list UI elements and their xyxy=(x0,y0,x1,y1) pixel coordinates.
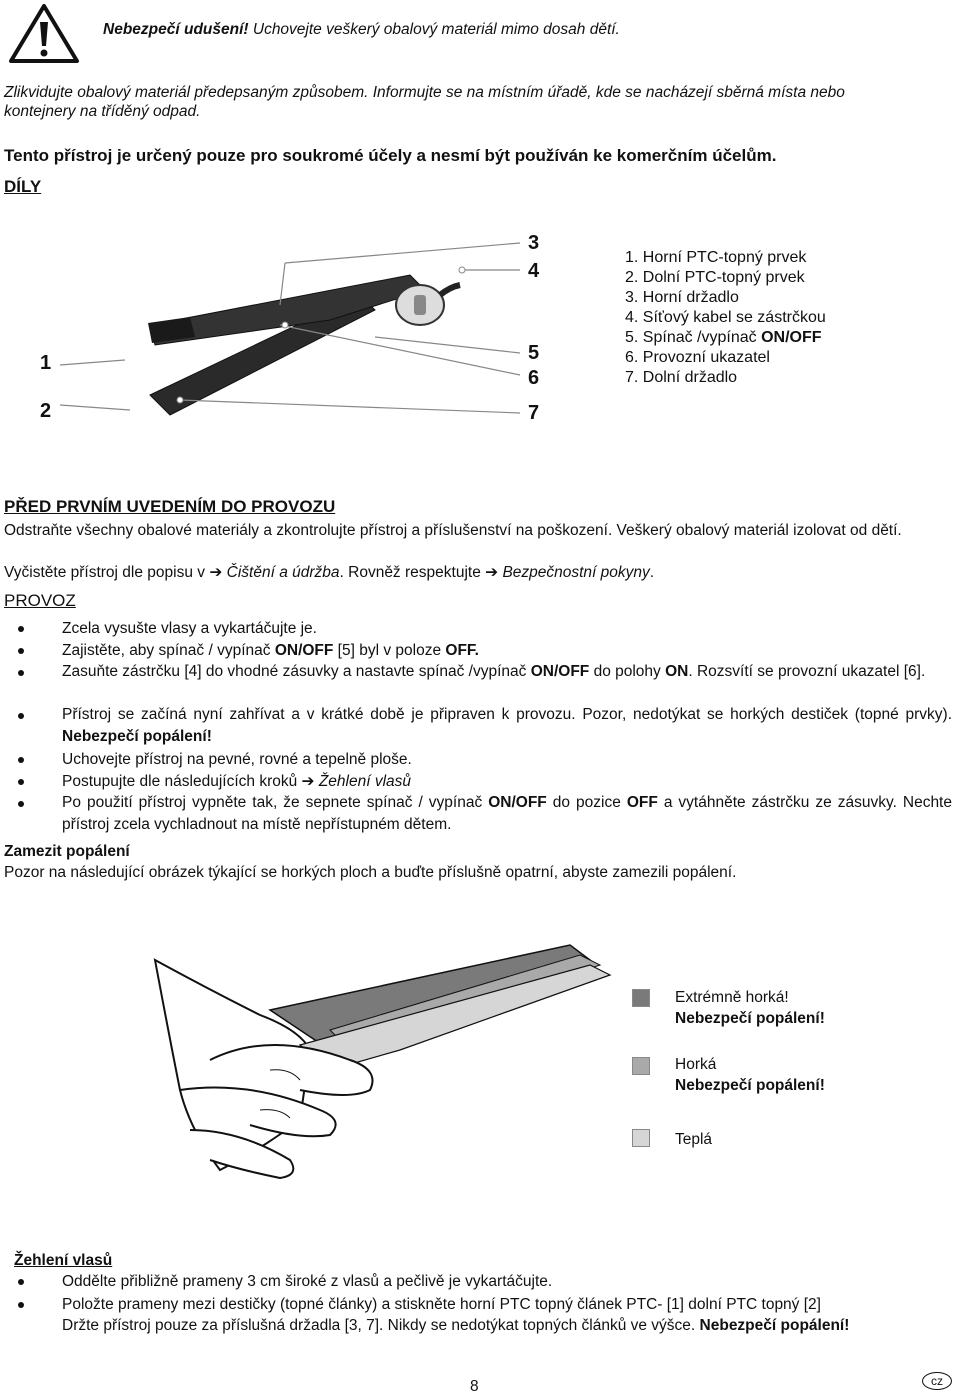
callout-7: 7 xyxy=(528,402,540,424)
legend-swatch-extreme xyxy=(632,989,650,1007)
disposal-line2: kontejnery na tříděný odpad. xyxy=(4,103,201,120)
parts-list xyxy=(625,248,826,388)
burn-text: Pozor na následující obrázek týkající se horkých ploch a buďte příslušně opatrní, abyste zamezili popálení. xyxy=(4,864,737,881)
link-straightening[interactable]: Žehlení vlasů xyxy=(318,773,412,790)
before-use-p1: Odstraňte všechny obalové materiály a zkontrolujte přístroj a příslušenství na poškození. Veškerý obalový materiál izolovat od dětí. xyxy=(4,522,902,539)
before-use-p2: Vyčistěte přístroj dle popisu v ➔ Čištění a údržba. Rovněž respektujte ➔ Bezpečnostní pokyny. xyxy=(4,564,655,581)
operation-step-7: Po použití přístroj vypněte tak, že sepnete spínač / vypínač ON/OFF do pozice OFF a vytáhněte zástrčku ze zásuvky. Nechte přístroj zcela vychladnout na místě nepřístupném dětem. xyxy=(62,794,952,833)
hand-holding-straightener-illustration xyxy=(150,920,620,1210)
bullet-icon xyxy=(18,801,24,807)
legend-item-extreme: Extrémně horká! Nebezpečí popálení! xyxy=(675,989,825,1027)
legend-swatch-hot xyxy=(632,1057,650,1075)
parts-list-item: 6. Provozní ukazatel xyxy=(625,349,770,366)
operation-step-2: Zajistěte, aby spínač / vypínač ON/OFF [5] byl v poloze OFF. xyxy=(62,642,479,659)
bullet-icon xyxy=(18,648,24,654)
bullet-icon xyxy=(18,1279,24,1285)
language-badge: cz xyxy=(922,1372,952,1390)
warning-bold: Nebezpečí udušení! xyxy=(103,21,249,38)
legend-swatch-warm xyxy=(632,1129,650,1147)
parts-list-item: 4. Síťový kabel se zástrčkou xyxy=(625,309,826,326)
operation-heading: PROVOZ xyxy=(4,591,76,610)
straightening-step-2a: Položte prameny mezi destičky (topné články) a stiskněte horní PTC topný článek PTC- [1] dolní PTC topný [2] xyxy=(62,1296,821,1313)
operation-step-6: Postupujte dle následujících kroků ➔ Žehlení vlasů xyxy=(62,773,412,790)
operation-step-4: Přístroj se začíná nyní zahřívat a v krátké době je připraven k provozu. Pozor, nedotýkat se horkých destiček (topné prvky). Nebezpečí popálení! xyxy=(62,706,952,745)
callout-6: 6 xyxy=(528,367,540,389)
bullet-icon xyxy=(18,670,24,676)
operation-step-3: Zasuňte zástrčku [4] do vhodné zásuvky a nastavte spínač /vypínač ON/OFF do polohy ON. Rozsvítí se provozní ukazatel [6]. xyxy=(62,663,926,680)
operation-step-1: Zcela vysušte vlasy a vykartáčujte je. xyxy=(62,620,317,637)
link-cleaning[interactable]: Čištění a údržba xyxy=(226,564,340,581)
bullet-icon xyxy=(18,757,24,763)
bullet-icon xyxy=(18,779,24,785)
parts-list-item: 2. Dolní PTC-topný prvek xyxy=(625,269,805,286)
arrow-icon: ➔ xyxy=(485,564,499,581)
before-use-heading: PŘED PRVNÍM UVEDENÍM DO PROVOZU xyxy=(4,497,336,516)
callout-4: 4 xyxy=(528,260,540,282)
page-number: 8 xyxy=(470,1378,479,1395)
legend-item-hot: Horká Nebezpečí popálení! xyxy=(675,1056,825,1094)
disposal-line1: Zlikvidujte obalový materiál předepsaným způsobem. Informujte se na místním úřadě, kde se nacházejí sběrná místa nebo xyxy=(4,84,845,101)
burn-heading: Zamezit popálení xyxy=(4,843,130,860)
callout-3: 3 xyxy=(528,232,540,254)
arrow-icon: ➔ xyxy=(301,773,315,790)
callout-1: 1 xyxy=(40,352,52,374)
arrow-icon: ➔ xyxy=(209,564,223,581)
operation-step-5: Uchovejte přístroj na pevné, rovné a tepelně ploše. xyxy=(62,751,412,768)
parts-list-item: 1. Horní PTC-topný prvek xyxy=(625,249,807,266)
parts-list-item: 5. Spínač /vypínač ON/OFF xyxy=(625,329,822,346)
bullet-icon xyxy=(18,1302,24,1308)
warning-triangle-icon xyxy=(8,2,80,64)
private-use-notice: Tento přístroj je určený pouze pro soukromé účely a nesmí být používán ke komerčním účelům. xyxy=(4,146,777,165)
legend-item-warm: Teplá xyxy=(675,1131,713,1148)
warning-text xyxy=(103,21,620,39)
straightening-step-1: Oddělte přibližně prameny 3 cm široké z vlasů a pečlivě je vykartáčujte. xyxy=(62,1273,553,1290)
callout-2: 2 xyxy=(40,400,52,422)
parts-list-item: 7. Dolní držadlo xyxy=(625,369,738,386)
bullet-icon xyxy=(18,626,24,632)
straightening-heading: Žehlení vlasů xyxy=(14,1252,113,1269)
link-safety[interactable]: Bezpečnostní pokyny xyxy=(502,564,650,581)
callout-5: 5 xyxy=(528,342,540,364)
parts-heading: DÍLY xyxy=(4,177,42,196)
straightener-illustration xyxy=(30,225,560,455)
warning-rest: Uchovejte veškerý obalový materiál mimo dosah dětí. xyxy=(248,21,620,38)
bullet-icon xyxy=(18,713,24,719)
straightening-step-2b: Držte přístroj pouze za příslušná držadla [3, 7]. Nikdy se nedotýkat topných článků ve výšce. Nebezpečí popálení! xyxy=(62,1317,850,1334)
parts-list-item: 3. Horní držadlo xyxy=(625,289,739,306)
